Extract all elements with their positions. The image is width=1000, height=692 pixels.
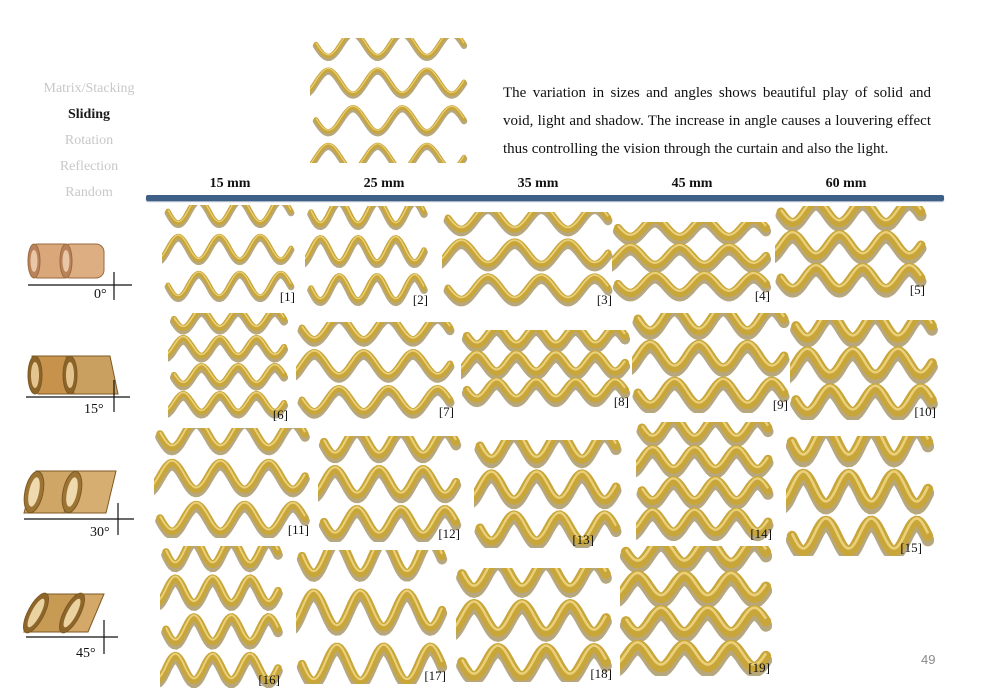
menu-item-sliding[interactable]: Sliding bbox=[67, 107, 111, 122]
tube-0deg-icon bbox=[22, 232, 134, 307]
angle-row-15 bbox=[22, 348, 134, 428]
sample-photo bbox=[154, 428, 311, 538]
description-text: The variation in sizes and angles shows beautiful play of solid and void, light and shadow. The increase in angle causes a louvering effect thus controlling the vision through the curtain and also the light. bbox=[503, 85, 931, 157]
sample-photo bbox=[305, 206, 430, 308]
size-label-15mm: 15 mm bbox=[209, 176, 251, 191]
brass-pattern-icon bbox=[442, 212, 614, 308]
sample-label: [6] bbox=[272, 407, 288, 422]
sample-photo bbox=[775, 206, 927, 298]
sample-label: [1] bbox=[279, 289, 295, 304]
angle-label-45: 45° bbox=[76, 646, 96, 661]
sample-photo bbox=[160, 546, 284, 688]
sample-label: [18] bbox=[590, 666, 612, 681]
angle-row-45 bbox=[22, 586, 134, 666]
brass-pattern-icon bbox=[162, 205, 297, 305]
sample-label: [17] bbox=[424, 668, 446, 683]
brass-pattern-icon bbox=[786, 436, 934, 556]
sample-photo bbox=[318, 436, 462, 542]
menu-item-reflection[interactable]: Reflection bbox=[59, 159, 119, 174]
brass-pattern-icon bbox=[636, 422, 774, 542]
sample-label: [15] bbox=[900, 540, 922, 555]
sample-photo bbox=[162, 205, 297, 305]
sample-photo bbox=[456, 568, 612, 682]
sample-photo bbox=[168, 313, 290, 423]
sample-photo bbox=[612, 222, 772, 304]
sample-label: [7] bbox=[438, 404, 454, 419]
menu-item-random[interactable]: Random bbox=[65, 185, 113, 200]
brass-pattern-icon bbox=[296, 550, 448, 684]
angle-label-30: 30° bbox=[90, 525, 110, 540]
sample-photo bbox=[790, 320, 938, 420]
sample-label: [10] bbox=[914, 404, 936, 419]
size-label-35mm: 35 mm bbox=[517, 176, 559, 191]
brass-pattern-icon bbox=[160, 546, 284, 688]
size-label-45mm: 45 mm bbox=[671, 176, 713, 191]
size-label-25mm: 25 mm bbox=[363, 176, 405, 191]
sample-label: [4] bbox=[754, 288, 770, 303]
brass-pattern-icon bbox=[456, 568, 612, 682]
brass-pattern-icon bbox=[305, 206, 430, 308]
sample-photo bbox=[474, 440, 622, 548]
tube-30deg-icon bbox=[22, 463, 134, 543]
size-label-60mm: 60 mm bbox=[825, 176, 867, 191]
page-number: 49 bbox=[921, 652, 936, 667]
size-header bbox=[0, 176, 1000, 196]
sample-label: [13] bbox=[572, 532, 594, 547]
angle-row-30 bbox=[22, 463, 134, 543]
sample-label: [8] bbox=[613, 394, 629, 409]
hero-pattern-image bbox=[310, 38, 470, 163]
tube-15deg-icon bbox=[22, 348, 134, 423]
brass-pattern-icon bbox=[620, 546, 772, 676]
sample-label: [9] bbox=[772, 397, 788, 412]
angle-label-0: 0° bbox=[94, 287, 107, 302]
sample-label: [16] bbox=[258, 672, 280, 687]
sample-label: [11] bbox=[287, 522, 309, 537]
brass-pattern-icon bbox=[474, 440, 622, 548]
sample-photo bbox=[296, 322, 456, 420]
sample-photo bbox=[442, 212, 614, 308]
brass-pattern-icon bbox=[461, 330, 631, 410]
brass-pattern-icon bbox=[612, 222, 772, 304]
sample-photo bbox=[620, 546, 772, 676]
sample-photo bbox=[632, 313, 790, 413]
angle-row-0 bbox=[22, 232, 134, 312]
sample-label: [12] bbox=[438, 526, 460, 541]
brass-pattern-icon bbox=[296, 322, 456, 420]
sample-photo bbox=[296, 550, 448, 684]
angle-label-15: 15° bbox=[84, 402, 104, 417]
menu-item-matrix-stacking[interactable]: Matrix/Stacking bbox=[43, 81, 135, 96]
sample-label: [2] bbox=[412, 292, 428, 307]
sample-label: [5] bbox=[909, 282, 925, 297]
brass-pattern-icon bbox=[168, 313, 290, 423]
sample-label: [19] bbox=[748, 660, 770, 675]
sample-photo bbox=[461, 330, 631, 410]
brass-pattern-icon bbox=[775, 206, 927, 298]
sample-label: [14] bbox=[750, 526, 772, 541]
header-divider bbox=[146, 195, 944, 201]
sample-photo bbox=[786, 436, 934, 556]
menu-item-rotation[interactable]: Rotation bbox=[64, 133, 114, 148]
sample-label: [3] bbox=[596, 292, 612, 307]
brass-pattern-icon bbox=[632, 313, 790, 413]
sample-photo bbox=[636, 422, 774, 542]
